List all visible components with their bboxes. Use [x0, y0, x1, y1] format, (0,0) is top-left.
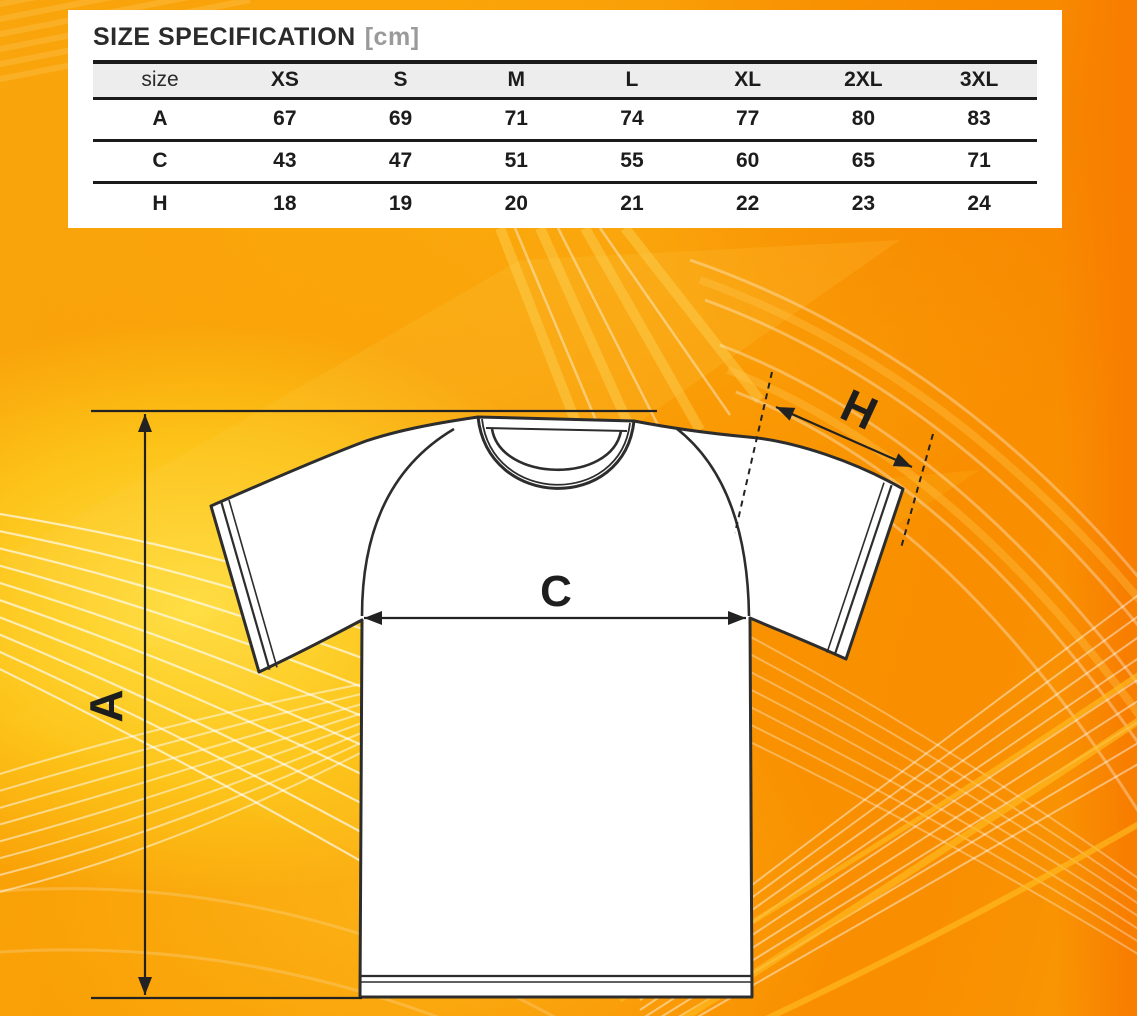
table-row-h	[93, 182, 1037, 224]
table-row-a	[93, 98, 1037, 140]
cell-c-xl: 60	[735, 149, 760, 172]
h-extension-line-2	[901, 434, 933, 548]
cell-c-m: 51	[504, 149, 528, 172]
size-spec-panel	[68, 10, 1062, 228]
cell-a-3xl: 83	[967, 107, 991, 130]
cell-c-3xl: 71	[967, 149, 991, 172]
cell-h-2xl: 23	[851, 191, 876, 215]
column-header-m: M	[507, 68, 525, 92]
cell-a-2xl: 80	[851, 107, 876, 130]
cell-h-xl: 22	[735, 191, 760, 215]
row-label-a: A	[152, 107, 168, 130]
column-header-s: S	[393, 68, 408, 92]
label-a: A	[80, 689, 132, 723]
cell-a-xl: 77	[735, 107, 760, 130]
column-header-2xl: 2XL	[844, 68, 883, 92]
cell-c-xs: 43	[273, 149, 297, 172]
row-label-h: H	[152, 191, 168, 215]
size-spec-table	[93, 60, 1037, 224]
cell-a-xs: 67	[273, 107, 297, 130]
column-header-xl: XL	[734, 68, 762, 92]
panel-title-text: SIZE SPECIFICATION	[93, 23, 356, 51]
cell-h-l: 21	[620, 191, 644, 215]
label-h: H	[833, 378, 886, 440]
cell-c-l: 55	[620, 149, 644, 172]
column-header-3xl: 3XL	[959, 68, 999, 92]
cell-a-m: 71	[504, 107, 528, 130]
tshirt-outline	[211, 417, 903, 997]
column-header-l: L	[625, 68, 639, 92]
column-header-size: size	[141, 68, 179, 92]
cell-h-3xl: 24	[967, 191, 991, 215]
table-row-c	[93, 140, 1037, 182]
cell-a-s: 69	[388, 107, 413, 130]
table-header-row	[93, 62, 1037, 98]
cell-h-m: 20	[504, 191, 528, 215]
label-c: C	[540, 567, 572, 616]
panel-unit-label: [cm]	[364, 23, 420, 51]
cell-a-l: 74	[620, 107, 644, 130]
column-header-xs: XS	[270, 68, 299, 92]
cell-h-s: 19	[388, 191, 413, 215]
panel-title	[93, 22, 1037, 52]
cell-c-s: 47	[388, 149, 413, 172]
row-label-c: C	[152, 149, 168, 172]
cell-c-2xl: 65	[851, 149, 876, 172]
cell-h-xs: 18	[273, 191, 297, 215]
